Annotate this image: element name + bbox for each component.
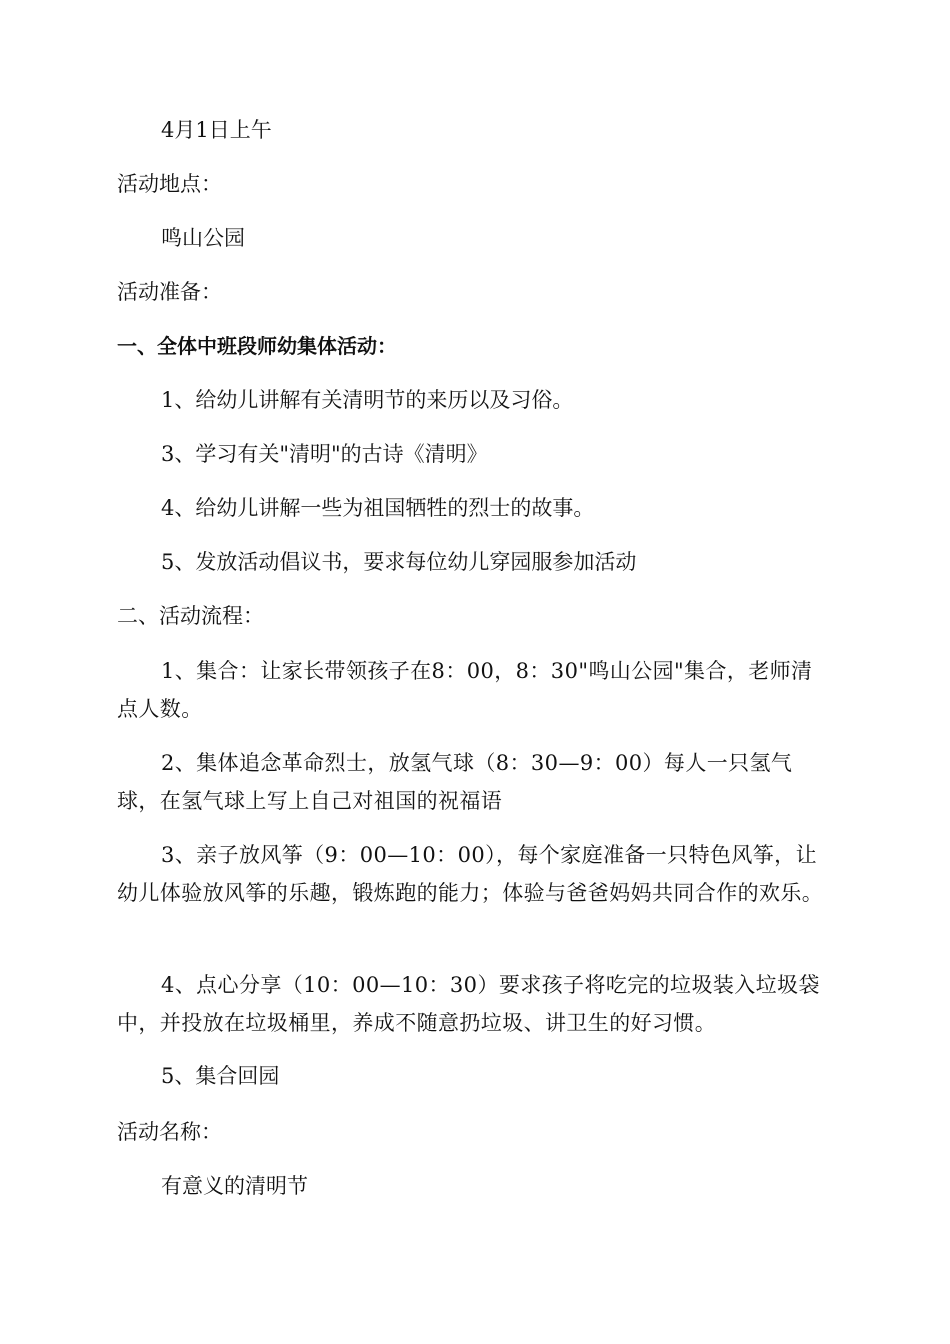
time-value: 4月1日上午 [161, 118, 272, 142]
section2-title: 二、活动流程： [117, 604, 264, 628]
section1-item: 1、给幼儿讲解有关清明节的来历以及习俗。 [161, 388, 574, 412]
section2-item: 1、集合：让家长带领孩子在8：00，8：30"鸣山公园"集合，老师清点人数。 [117, 659, 813, 721]
name-value: 有意义的清明节 [161, 1174, 308, 1198]
section2-item: 2、集体追念革命烈士，放氢气球（8：30—9：00）每人一只氢气球，在氢气球上写上自己对祖国的祝福语 [117, 751, 793, 813]
section1-item: 4、给幼儿讲解一些为祖国牺牲的烈士的故事。 [161, 496, 595, 520]
section2-item: 4、点心分享（10：00—10：30）要求孩子将吃完的垃圾装入垃圾袋中，并投放在垃圾桶里，养成不随意扔垃圾、讲卫生的好习惯。 [117, 973, 820, 1035]
section1-title: 一、全体中班段师幼集体活动： [117, 334, 397, 358]
section2-item: 3、亲子放风筝（9：00—10：00），每个家庭准备一只特色风筝，让幼儿体验放风筝的乐趣，锻炼跑的能力；体验与爸爸妈妈共同合作的欢乐。 [117, 843, 824, 905]
location-label: 活动地点： [117, 172, 222, 196]
location-value: 鸣山公园 [161, 226, 245, 250]
name-label: 活动名称： [117, 1120, 222, 1144]
section1-item: 3、学习有关"清明"的古诗《清明》 [161, 442, 488, 466]
section1-item: 5、发放活动倡议书，要求每位幼儿穿园服参加活动 [161, 550, 637, 574]
section2-item: 5、集合回园 [161, 1064, 280, 1088]
preparation-label: 活动准备： [117, 280, 222, 304]
